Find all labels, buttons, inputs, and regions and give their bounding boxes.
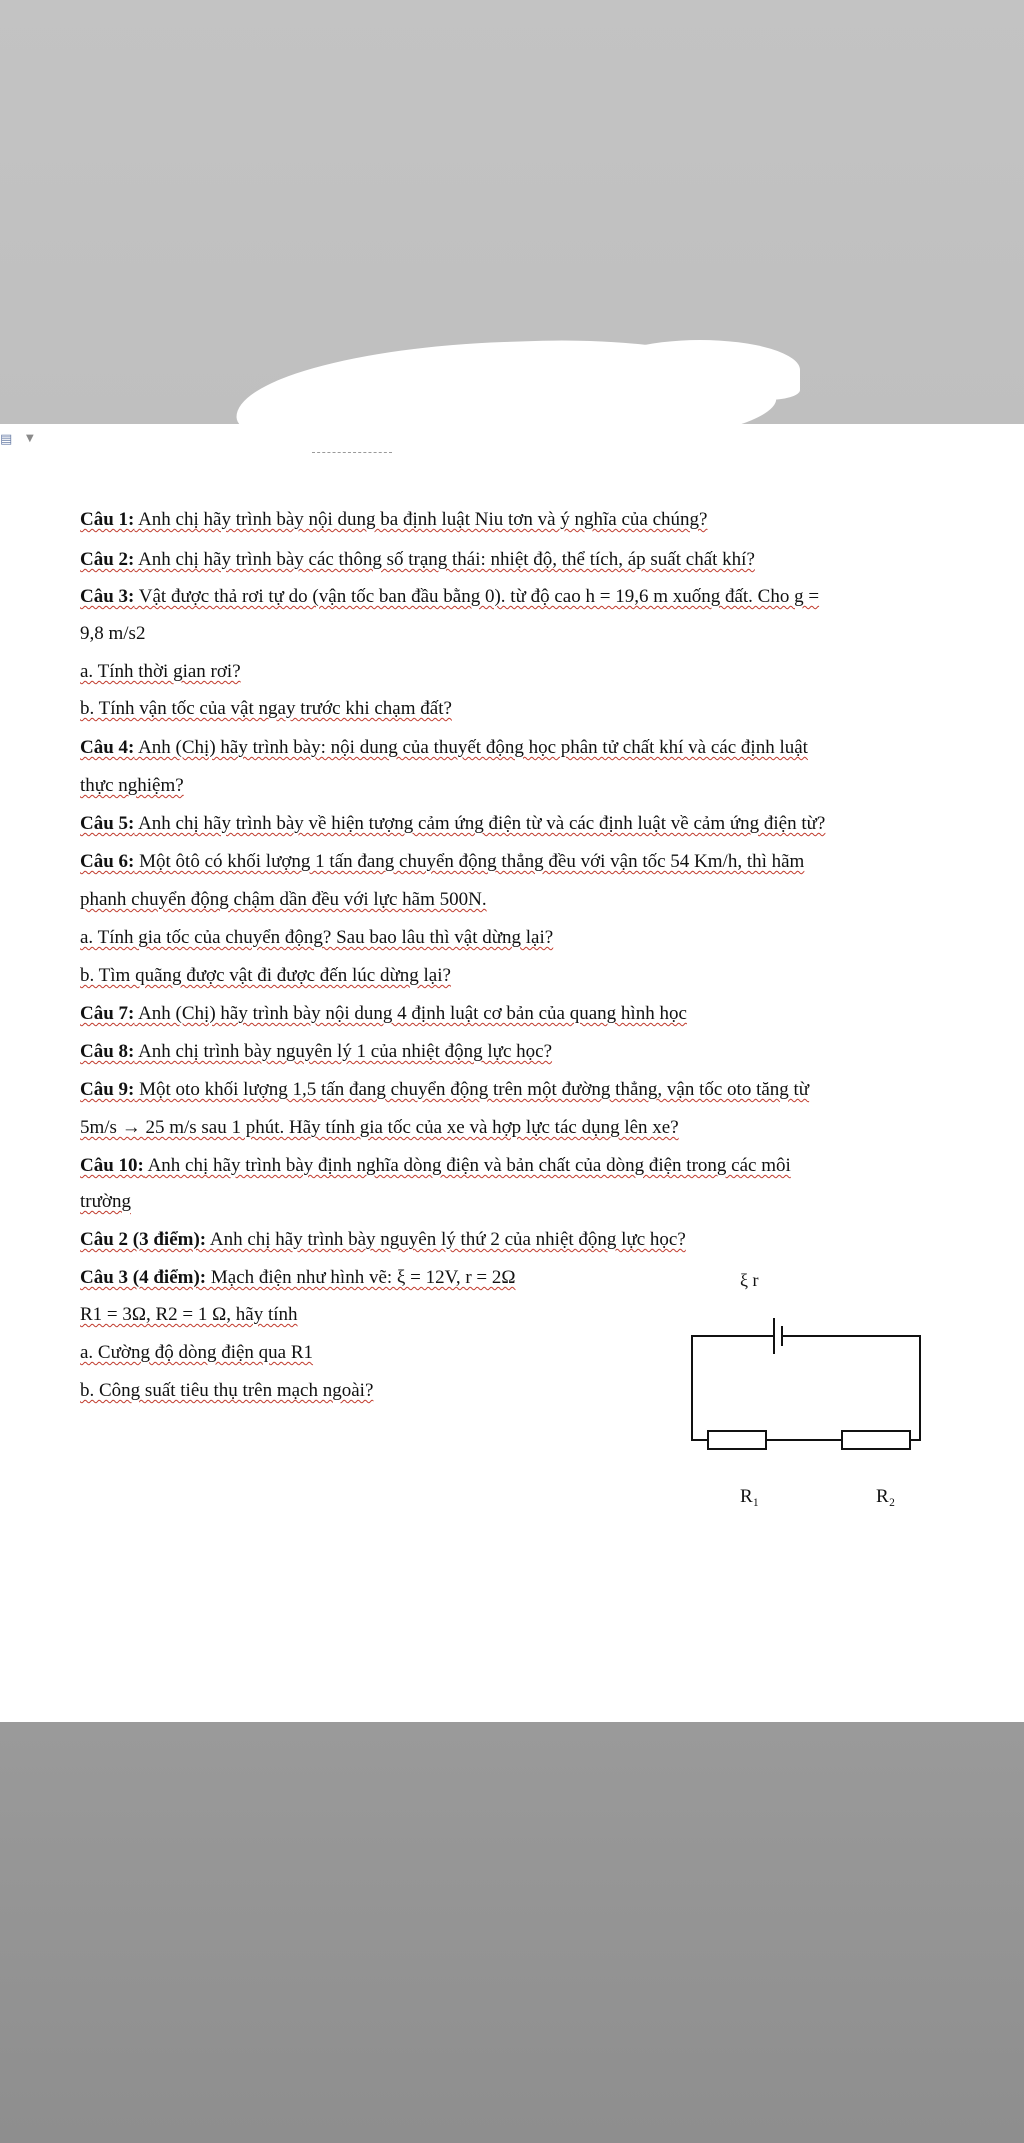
question-4: Câu 4: Anh (Chị) hãy trình bày: nội dung của thuyết động học phân tử chất khí và các định luật <box>80 737 808 758</box>
question-10-cont: trường <box>80 1191 131 1212</box>
r2-label: R₂ <box>876 1486 896 1507</box>
resistor-r2 <box>842 1431 910 1449</box>
question-3b-a: a. Cường độ dòng điện qua R1 <box>80 1342 314 1363</box>
circuit-diagram <box>680 1262 940 1522</box>
question-2: Câu 2: Anh chị hãy trình bày các thông số trạng thái: nhiệt độ, thể tích, áp suất chất khí? <box>80 549 755 570</box>
document-page <box>0 424 1024 1722</box>
background-bottom <box>0 1722 1024 2143</box>
question-10: Câu 10: Anh chị hãy trình bày định nghĩa dòng điện và bản chất của dòng điện trong các môi <box>80 1155 791 1176</box>
question-3b-b: b. Công suất tiêu thụ trên mạch ngoài? <box>80 1380 374 1401</box>
question-4-cont: thực nghiệm? <box>80 775 184 796</box>
source-label: ξ r <box>740 1270 759 1290</box>
question-6-a: a. Tính gia tốc của chuyển động? Sau bao lâu thì vật dừng lại? <box>80 927 554 948</box>
question-1: Câu 1: Anh chị hãy trình bày nội dung ba định luật Niu tơn và ý nghĩa của chúng? <box>80 509 708 530</box>
question-6-b: b. Tìm quãng được vật đi được đến lúc dừng lại? <box>80 965 451 986</box>
wire-top-right <box>782 1336 920 1440</box>
question-9: Câu 9: Một oto khối lượng 1,5 tấn đang chuyển động trên một đường thẳng, vận tốc oto tăng từ <box>80 1079 810 1100</box>
header-divider <box>312 452 392 453</box>
question-3b: Câu 3 (4 điểm): Mạch điện như hình vẽ: ξ = 12V, r = 2Ω <box>80 1267 516 1288</box>
resistor-r1 <box>708 1431 766 1449</box>
finger-smudge-tip <box>600 340 800 400</box>
question-6-cont: phanh chuyển động chậm dần đều với lực hãm 500N. <box>80 889 487 910</box>
question-3-a: a. Tính thời gian rơi? <box>80 661 241 682</box>
chevron-down-icon[interactable]: ▼ <box>26 433 34 444</box>
question-3: Câu 3: Vật được thả rơi tự do (vận tốc ban đầu bằng 0). từ độ cao h = 19,6 m xuống đất. Cho g = <box>80 586 820 607</box>
document-icon[interactable]: ▤ <box>0 432 13 447</box>
question-2b: Câu 2 (3 điểm): Anh chị hãy trình bày nguyên lý thứ 2 của nhiệt động lực học? <box>80 1229 686 1250</box>
question-8: Câu 8: Anh chị trình bày nguyên lý 1 của nhiệt động lực học? <box>80 1041 553 1062</box>
question-9-cont: 5m/s → 25 m/s sau 1 phút. Hãy tính gia tốc của xe và hợp lực tác dụng lên xe? <box>80 1117 679 1138</box>
question-3-cont: 9,8 m/s2 <box>80 623 146 644</box>
question-7: Câu 7: Anh (Chị) hãy trình bày nội dung 4 định luật cơ bản của quang hình học <box>80 1003 687 1024</box>
question-3b-cont: R1 = 3Ω, R2 = 1 Ω, hãy tính <box>80 1304 298 1325</box>
wire-top <box>692 1336 774 1440</box>
question-3-b: b. Tính vận tốc của vật ngay trước khi chạm đất? <box>80 698 452 719</box>
r1-label: R₁ <box>740 1486 760 1507</box>
question-6: Câu 6: Một ôtô có khối lượng 1 tấn đang chuyển động thẳng đều với vận tốc 54 Km/h, thì hãm <box>80 851 805 872</box>
question-5: Câu 5: Anh chị hãy trình bày về hiện tượng cảm ứng điện từ và các định luật về cảm ứng điện từ? <box>80 813 826 834</box>
